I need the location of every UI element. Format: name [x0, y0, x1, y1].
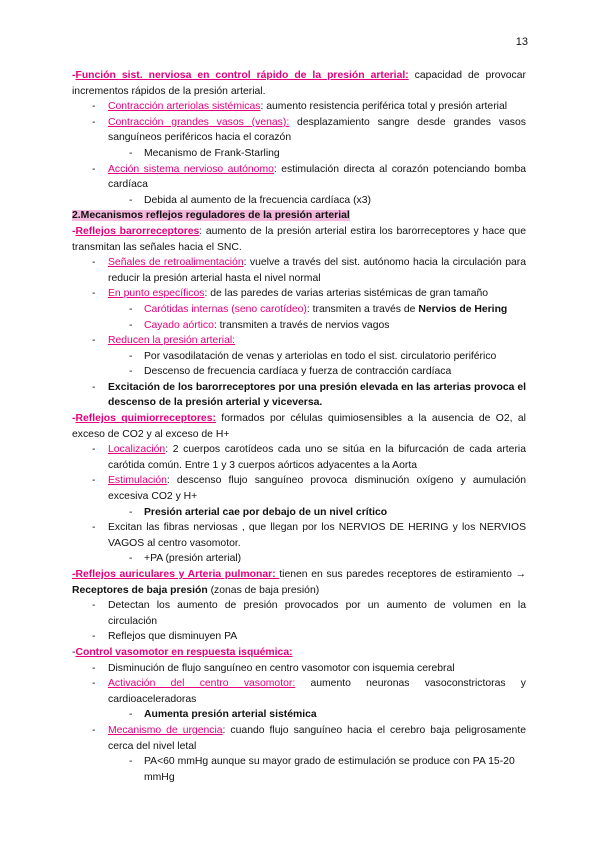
list-item: [72, 629, 526, 645]
bullet-dash: -: [92, 631, 96, 643]
highlighted-heading: 2.Mecanismos reflejos reguladores de la presión arterial: [72, 210, 350, 222]
bullet-dash: -: [92, 522, 96, 534]
bullet-dash: -: [92, 600, 96, 612]
item-text: Detectan los aumento de presión provocados por un aumento de volumen en la circulación: [108, 600, 526, 627]
sub-item-text: : transmiten a través de nervios vagos: [213, 319, 390, 331]
item-label: En punto específicos: [108, 288, 205, 300]
sub-item-bold: Presión arterial cae por debajo de un nivel crítico: [144, 506, 388, 518]
list-item: [72, 723, 526, 754]
sub-list-item: [72, 505, 526, 521]
paragraph-tail: (zonas de baja presión): [207, 584, 320, 596]
section-title-auriculares: -Reflejos auriculares y Arteria pulmonar:: [72, 569, 280, 580]
sub-list-item: [72, 707, 526, 723]
bold-term: Receptores de baja presión: [72, 584, 208, 596]
list-item: [72, 598, 526, 629]
item-text: : 2 cuerpos carotídeos cada uno se sitúa en la bifurcación de cada arteria carótida común. Entre 1 y 3 cuerpos aórticos adyacentes a la Aorta: [108, 444, 526, 471]
section-heading-2: [72, 208, 526, 224]
paragraph-funcion: [72, 68, 526, 99]
item-label: Acción sistema nervioso autónomo: [108, 163, 274, 175]
list-item: [72, 661, 526, 677]
item-text: : estimulación directa al corazón potenciando bomba cardíaca: [108, 163, 527, 191]
bullet-dash: -: [92, 662, 96, 674]
lead-dash: -: [72, 225, 76, 237]
item-label: Localización: [108, 444, 166, 456]
sub-item-bold: Nervios de Hering: [418, 303, 508, 315]
list-item: [72, 99, 526, 115]
sub-item-label: Cayado aórtico: [144, 319, 214, 331]
bullet-dash: -: [129, 303, 133, 315]
list-item: [72, 473, 526, 504]
item-label: Activación del centro vasomotor:: [108, 678, 296, 690]
list-item: [72, 115, 526, 146]
item-text: aumento neuronas vasoconstrictoras y cardioaceleradoras: [108, 678, 526, 705]
bullet-dash: -: [92, 724, 96, 736]
lead-dash: -: [72, 70, 76, 81]
section-title-baro: Reflejos barorreceptores: [75, 225, 200, 237]
sub-list-item: [72, 302, 526, 318]
bullet-dash: -: [92, 116, 96, 128]
paragraph-text: : aumento de la presión arterial estira los barorreceptores y hace que transmitan las señales hacia el SNC.: [72, 225, 526, 253]
sub-list-item: [72, 364, 526, 380]
bullet-dash: -: [129, 194, 133, 206]
list-item: [72, 442, 526, 473]
section-title-isquemica: Control vasomotor en respuesta isquémica:: [75, 646, 293, 658]
list-item: [72, 520, 526, 551]
sub-list-item: [72, 146, 526, 162]
item-text: Excitan las fibras nerviosas , que llegan por los NERVIOS DE HERING y los NERVIOS VAGOS al centro vasomotor.: [108, 522, 526, 549]
section-title-funcion: Función sist. nerviosa en control rápido de la presión arterial:: [75, 70, 409, 81]
item-text: : de las paredes de varias arterias sistémicas de gran tamaño: [204, 288, 489, 300]
bullet-dash: -: [92, 678, 96, 690]
sub-item-bold: Aumenta presión arterial sistémica: [144, 709, 317, 721]
sub-item-text: PA<60 mmHg aunque su mayor grado de estimulación se produce con PA 15-20 mmHg: [144, 756, 515, 783]
bullet-dash: -: [92, 444, 96, 456]
sub-list-item: [72, 551, 526, 567]
paragraph-quimio: [72, 411, 526, 442]
paragraph-baro: [72, 224, 526, 255]
lead-dash: -: [72, 413, 76, 425]
item-label: Contracción arteriolas sistémicas: [108, 101, 261, 113]
bullet-dash: -: [129, 756, 133, 768]
item-text: : descenso flujo sanguíneo provoca disminución oxígeno y aumulación excesiva CO2 y H+: [108, 475, 526, 503]
bullet-dash: -: [92, 101, 96, 113]
sub-list-item: [72, 349, 526, 365]
sub-item-label: Carótidas internas (seno carotídeo): [144, 303, 307, 315]
bullet-dash: -: [129, 506, 133, 518]
bullet-dash: -: [129, 366, 133, 378]
list-item: [72, 380, 526, 411]
sub-list-item: [72, 754, 526, 785]
item-text: : aumento resistencia periférica total y presión arterial: [260, 101, 508, 113]
paragraph-auriculares: [72, 567, 526, 598]
bold-statement: Excitación de los barorreceptores por una presión elevada en las arterias provoca el descenso de la presión arterial y viceversa.: [108, 381, 526, 409]
sub-list-item: [72, 318, 526, 334]
bullet-dash: -: [129, 147, 133, 159]
item-text: desplazamiento sangre desde grandes vasos sanguíneos periféricos hacia el corazón: [108, 116, 526, 144]
item-text: : vuelve a través del sist. autónomo hacia la circulación para reducir la presión arterial hasta el nivel normal: [108, 257, 526, 284]
list-item: [72, 255, 526, 286]
list-item: [72, 676, 526, 707]
sub-list-item: [72, 193, 526, 209]
bullet-dash: -: [92, 257, 96, 269]
sub-item-text: +PA (presión arterial): [144, 553, 242, 565]
page-number: 13: [515, 36, 528, 48]
bullet-dash: -: [129, 553, 133, 565]
item-text: Disminución de flujo sanguíneo en centro vasomotor con isquemia cerebral: [108, 662, 455, 674]
list-item: [72, 286, 526, 302]
paragraph-isquemica: [72, 645, 526, 661]
bullet-dash: -: [92, 475, 96, 487]
list-item: [72, 333, 526, 349]
sub-item-text: Debida al aumento de la frecuencia cardíaca (x3): [144, 194, 371, 206]
item-label: Mecanismo de urgencia: [108, 724, 223, 736]
item-text: : cuando flujo sanguíneo hacia el cerebro baja peligrosamente cerca del nivel letal: [108, 724, 526, 752]
sub-item-text: Por vasodilatación de venas y arteriolas en todo el sist. circulatorio periférico: [144, 350, 497, 362]
paragraph-text: capacidad de provocar incrementos rápidos de la presión arterial.: [72, 70, 526, 97]
bullet-dash: -: [92, 163, 96, 175]
bullet-dash: -: [129, 319, 133, 331]
bullet-dash: -: [129, 350, 133, 362]
document-body: [72, 68, 526, 785]
item-label: Señales de retroalimentación: [108, 257, 244, 269]
sub-item-text: Mecanismo de Frank-Starling: [144, 147, 280, 159]
bullet-dash: -: [92, 381, 96, 393]
item-text: Reflejos que disminuyen PA: [108, 631, 238, 643]
item-label: Contracción grandes vasos (venas):: [108, 116, 290, 128]
item-label: Reducen la presión arterial:: [108, 335, 236, 347]
sub-item-text: Descenso de frecuencia cardíaca y fuerza de contracción cardíaca: [144, 366, 452, 378]
bullet-dash: -: [92, 335, 96, 347]
list-item: [72, 162, 526, 193]
bullet-dash: -: [129, 709, 133, 721]
section-title-quimio: Reflejos quimiorreceptores:: [75, 413, 216, 425]
lead-dash: -: [72, 646, 76, 658]
bullet-dash: -: [92, 288, 96, 300]
paragraph-text: formados por células quimiosensibles a la ausencia de O2, al exceso de CO2 y al exceso de H+: [72, 413, 526, 440]
sub-item-text: : transmiten a través de: [306, 303, 419, 315]
paragraph-text: tienen en sus paredes receptores de estiramiento →: [279, 569, 526, 580]
item-label: Estimulación: [108, 475, 167, 487]
